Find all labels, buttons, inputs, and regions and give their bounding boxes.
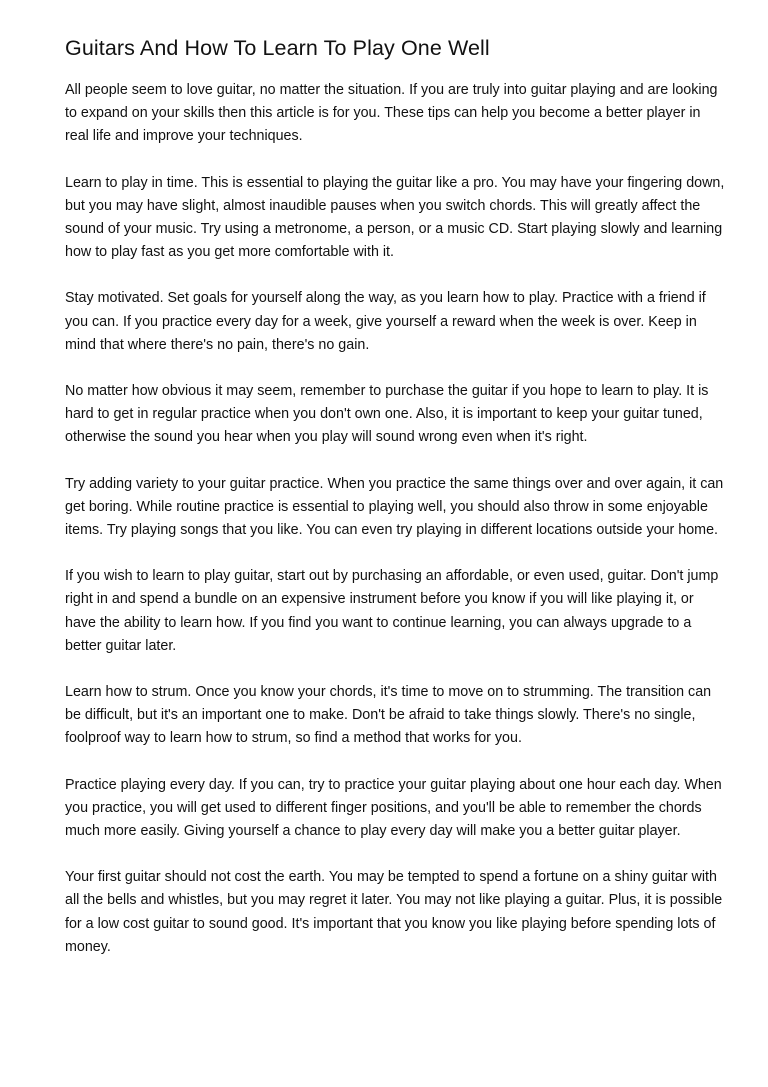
paragraph: Try adding variety to your guitar practice. When you practice the same things over and over again, it can get boring. While routine practice is essential to playing well, you should also throw in some enjoyable items. Try playing songs that you like. You can even try playing in different locations outside your home.	[65, 475, 724, 539]
paragraph: Practice playing every day. If you can, try to practice your guitar playing about one hour each day. When you practice, you will get used to different finger positions, and you'll be able to remember the chords much more easily. Giving yourself a chance to play every day will make you a better guitar player.	[65, 776, 722, 840]
paragraph: Stay motivated. Set goals for yourself along the way, as you learn how to play. Practice with a friend if you can. If you practice every day for a week, give yourself a reward when the week is over. Keep in mind that where there's no pain, there's no gain.	[65, 290, 706, 353]
paragraph: Learn how to strum. Once you know your chords, it's time to move on to strumming. The transition can be difficult, but it's an important one to make. Don't be afraid to take things slowly. There's no single, foolproof way to learn how to strum, so find a method that works for you.	[65, 684, 712, 747]
paragraph: No matter how obvious it may seem, remember to purchase the guitar if you hope to learn to play. It is hard to get in regular practice when you don't own one. Also, it is important to keep your guitar tuned, otherwise the sound you hear when you play will sound wrong even when it's right.	[65, 383, 709, 446]
paragraph: Learn to play in time. This is essential to playing the guitar like a pro. You may have your fingering down, but you may have slight, almost inaudible pauses when you switch chords. This will greatly affect the sound of your music. Try using a metronome, a person, or a music CD. Start playing slowly and learning how to play fast as you get more comfortable with it.	[65, 174, 725, 261]
paragraph: Your first guitar should not cost the earth. You may be tempted to spend a fortune on a shiny guitar with all the bells and whistles, but you may regret it later. You may not like playing a guitar. Plus, it is possible for a low cost guitar to sound good. It's important that you know you like playing before spending lots of money.	[65, 869, 723, 955]
document-title: Guitars And How To Learn To Play One Well	[65, 36, 490, 60]
paragraph: All people seem to love guitar, no matter the situation. If you are truly into guitar playing and are looking to expand on your skills then this article is for you. These tips can help you become a better player in real life and improve your techniques.	[65, 82, 718, 145]
paragraph: If you wish to learn to play guitar, start out by purchasing an affordable, or even used, guitar. Don't jump right in and spend a bundle on an expensive instrument before you know if you will like playing it, or have the ability to learn how. If you find you want to continue learning, you can always upgrade to a better guitar later.	[65, 568, 719, 654]
document-body	[65, 79, 728, 959]
